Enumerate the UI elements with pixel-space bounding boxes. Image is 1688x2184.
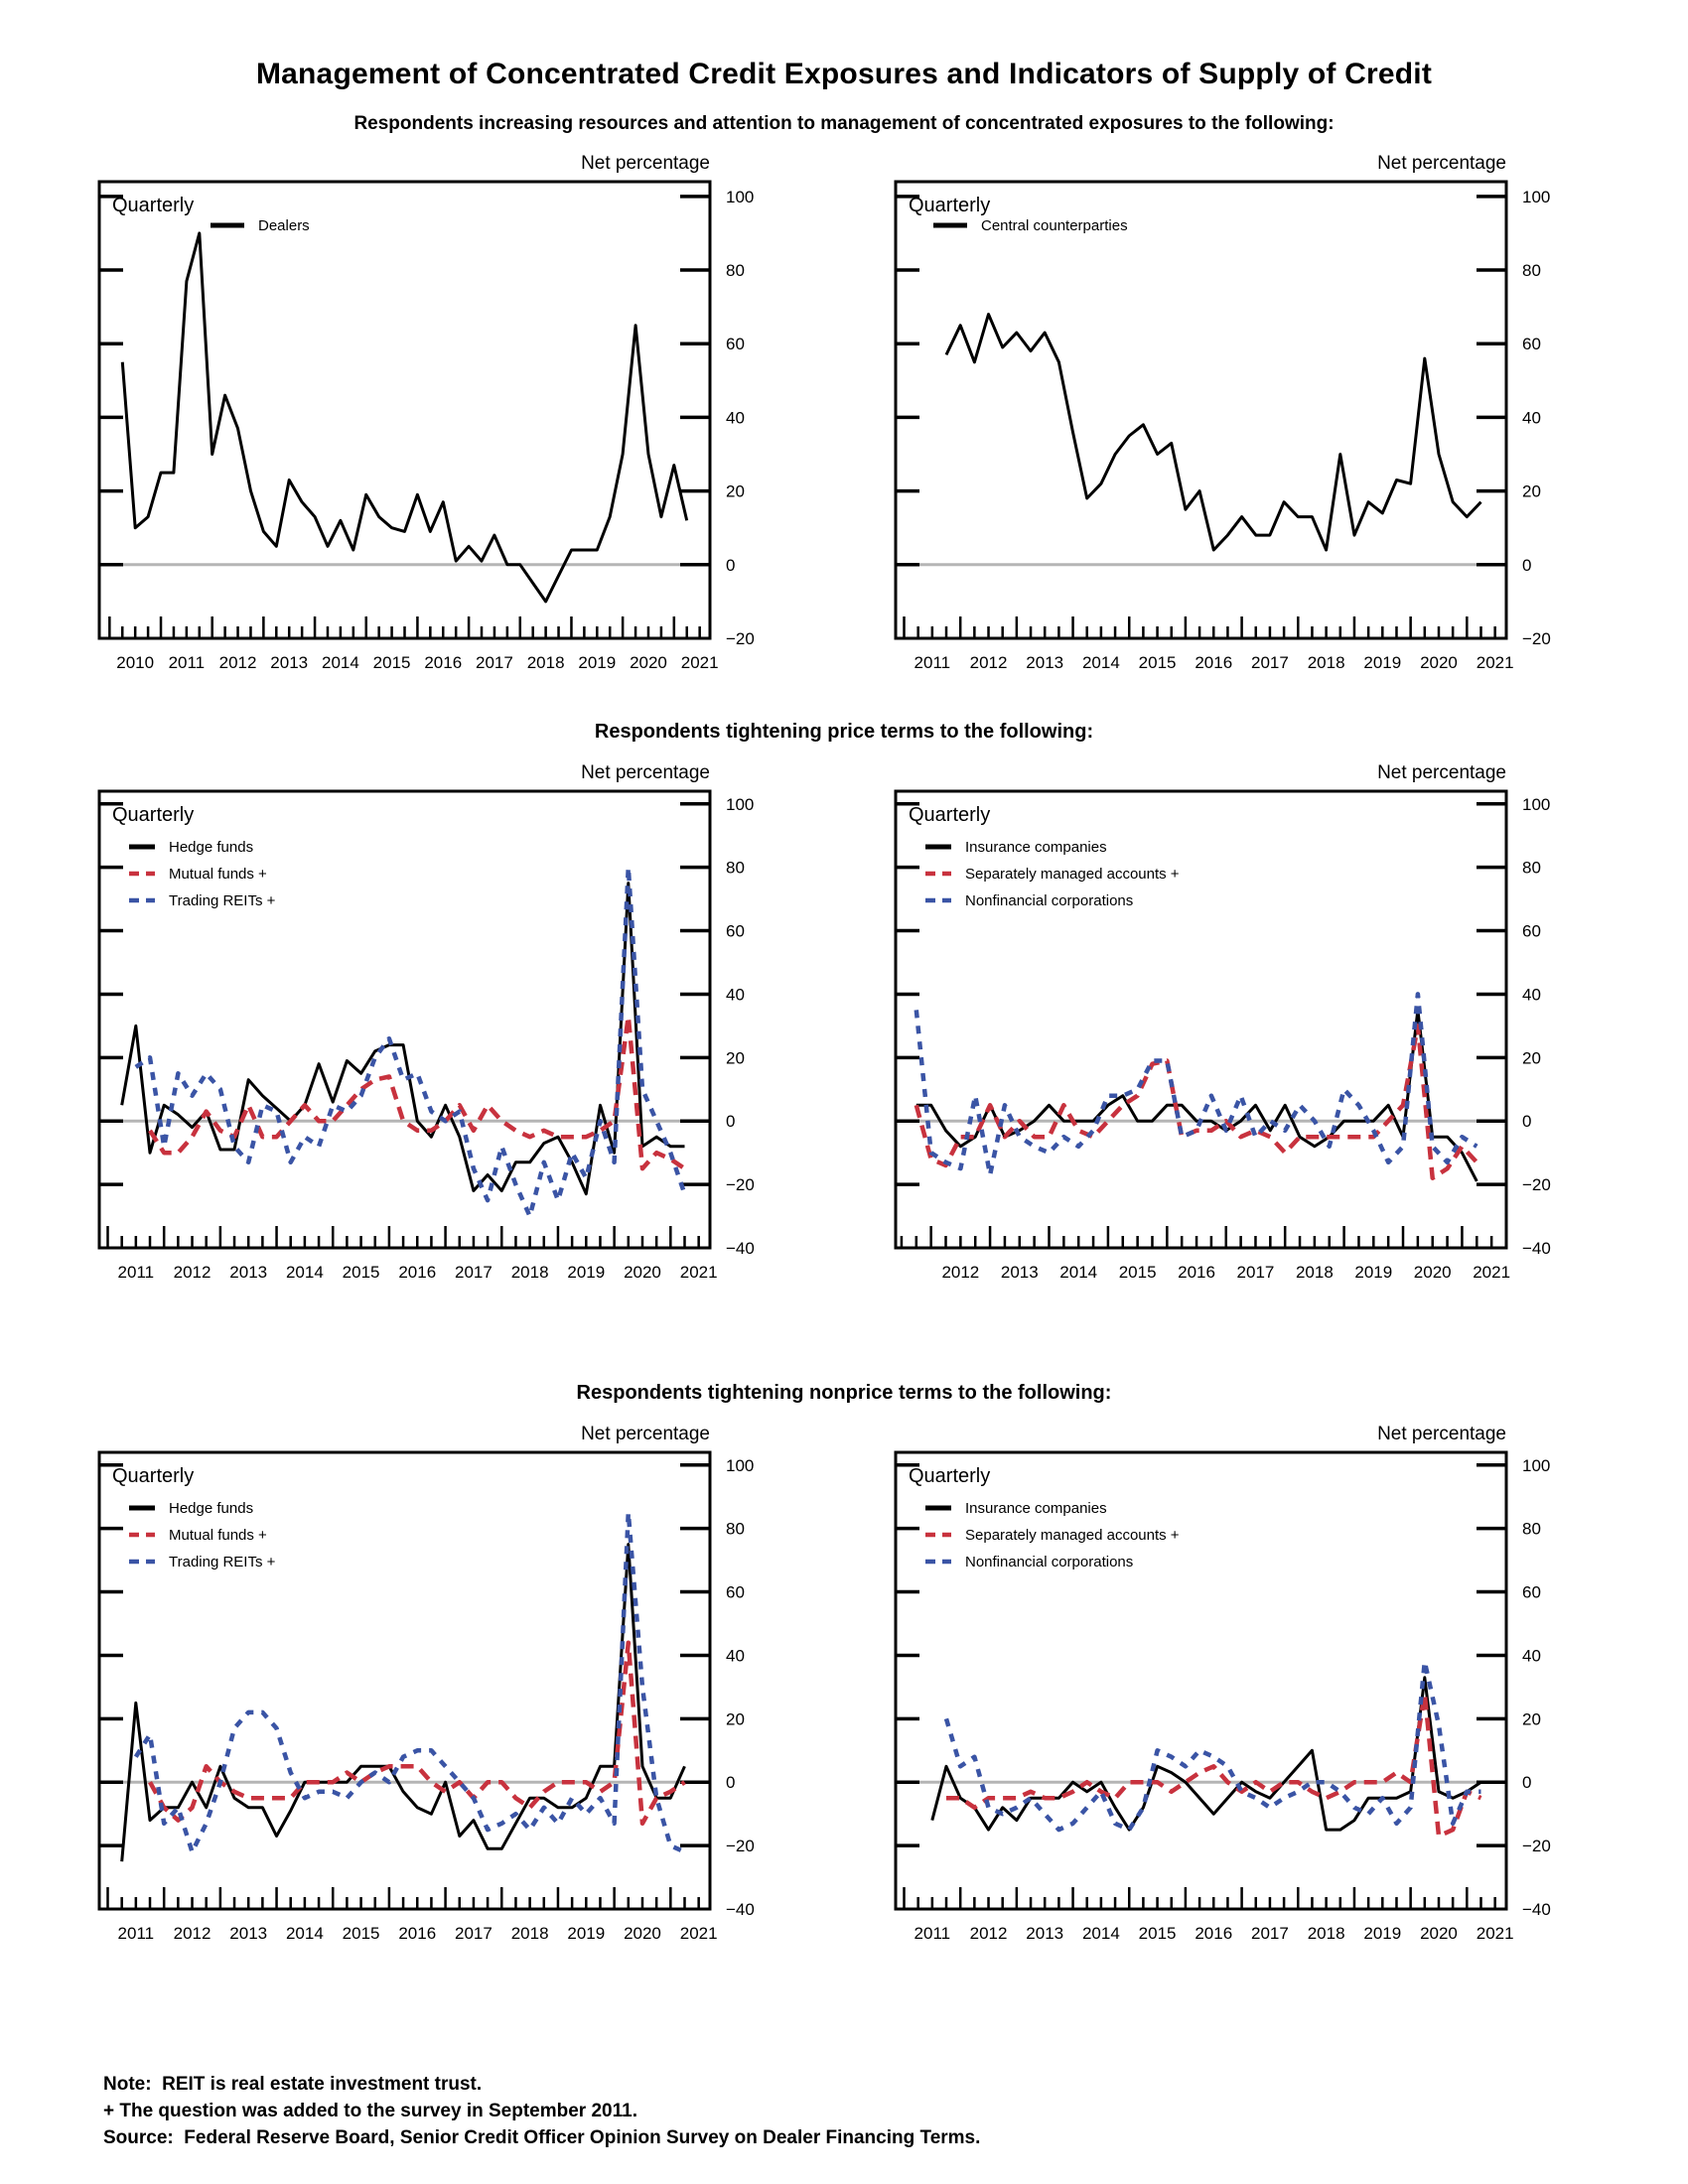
x-year-label: 2020 bbox=[624, 1263, 661, 1282]
x-year-label: 2012 bbox=[941, 1263, 980, 1282]
y-tick-label: −20 bbox=[726, 1175, 755, 1195]
y-tick-label: 40 bbox=[1522, 408, 1541, 428]
x-year-label: 2013 bbox=[1000, 1263, 1039, 1282]
chart-dealers-canvas bbox=[70, 137, 834, 693]
x-year-label: 2014 bbox=[321, 653, 359, 672]
axis-title: Net percentage bbox=[1377, 762, 1506, 783]
legend-item-mutual-funds bbox=[129, 866, 267, 883]
y-tick-label: −20 bbox=[1522, 629, 1551, 648]
frequency-label: Quarterly bbox=[909, 1465, 991, 1487]
y-tick-label: 0 bbox=[1522, 1112, 1532, 1132]
legend-item-hedge-funds bbox=[129, 1500, 253, 1517]
plot-frame bbox=[99, 791, 710, 1248]
chart-price-terms-institutions-canvas bbox=[866, 747, 1630, 1302]
axis-title: Net percentage bbox=[581, 1424, 710, 1444]
x-year-label: 2021 bbox=[1476, 653, 1514, 672]
x-year-label: 2012 bbox=[173, 1263, 211, 1282]
y-tick-label: −40 bbox=[726, 1239, 755, 1258]
y-tick-label: 20 bbox=[1522, 1709, 1541, 1729]
y-tick-label: 20 bbox=[1522, 481, 1541, 501]
legend-item-separately-managed-accounts bbox=[925, 1527, 1180, 1544]
chart-central-counterparties-canvas bbox=[866, 137, 1630, 693]
legend-item-nonfinancial-corporations bbox=[925, 892, 1133, 909]
x-year-label: 2016 bbox=[1195, 653, 1233, 672]
axis-title: Net percentage bbox=[581, 762, 710, 783]
x-year-label: 2016 bbox=[398, 1263, 437, 1282]
legend-label-trading-reits: Trading REITs + bbox=[169, 1554, 276, 1570]
y-tick-label: 20 bbox=[1522, 1048, 1541, 1068]
y-tick-label: 0 bbox=[726, 1112, 736, 1132]
axis-title: Net percentage bbox=[1377, 153, 1506, 174]
legend-label-trading-reits: Trading REITs + bbox=[169, 892, 276, 909]
x-year-label: 2019 bbox=[567, 1263, 606, 1282]
y-tick-label: 40 bbox=[726, 985, 745, 1005]
x-year-label: 2011 bbox=[914, 653, 951, 672]
frequency-label: Quarterly bbox=[112, 804, 195, 826]
y-tick-label: 40 bbox=[726, 1646, 745, 1666]
y-tick-label: 0 bbox=[726, 555, 736, 575]
x-year-label: 2013 bbox=[229, 1924, 268, 1943]
axis-ticks bbox=[896, 197, 1506, 638]
y-tick-label: −20 bbox=[1522, 1175, 1551, 1195]
x-year-label: 2014 bbox=[1081, 1924, 1120, 1943]
chart-nonprice-terms-institutions-canvas bbox=[866, 1408, 1630, 1964]
x-year-label: 2012 bbox=[969, 1924, 1008, 1943]
y-tick-label: 100 bbox=[1522, 187, 1551, 206]
chart-nonprice-terms-institutions bbox=[866, 1408, 1630, 1964]
y-tick-label: 0 bbox=[1522, 1773, 1532, 1793]
section-heading-nonprice-terms: Respondents tightening nonprice terms to the following: bbox=[576, 1382, 1112, 1404]
y-tick-label: 80 bbox=[1522, 1519, 1541, 1539]
legend-label-nonfinancial-corporations: Nonfinancial corporations bbox=[965, 1554, 1134, 1570]
y-tick-label: 20 bbox=[726, 481, 745, 501]
legend-item-mutual-funds bbox=[129, 1527, 267, 1544]
x-year-label: 2020 bbox=[1420, 1924, 1458, 1943]
y-tick-label: 20 bbox=[726, 1048, 745, 1068]
series-line-hedge-funds bbox=[122, 884, 685, 1194]
legend-label-dealers: Dealers bbox=[258, 217, 310, 234]
x-year-label: 2021 bbox=[1473, 1263, 1511, 1282]
plot-frame bbox=[896, 1452, 1506, 1909]
chart-price-terms-institutions bbox=[866, 747, 1630, 1302]
footnote-source: Source: Federal Reserve Board, Senior Credit Officer Opinion Survey on Dealer Financing Terms. bbox=[103, 2127, 981, 2148]
plot-frame bbox=[896, 791, 1506, 1248]
y-tick-label: 60 bbox=[726, 1582, 745, 1602]
y-tick-label: 40 bbox=[726, 408, 745, 428]
chart-dealers bbox=[70, 137, 834, 693]
legend-item-trading-reits bbox=[129, 892, 276, 909]
legend-label-mutual-funds: Mutual funds + bbox=[169, 1527, 267, 1544]
legend-label-insurance-companies: Insurance companies bbox=[965, 839, 1107, 856]
y-tick-label: 60 bbox=[1522, 921, 1541, 941]
x-year-label: 2013 bbox=[229, 1263, 268, 1282]
y-tick-label: −40 bbox=[1522, 1239, 1551, 1258]
x-year-label: 2013 bbox=[1026, 1924, 1064, 1943]
legend-item-insurance-companies bbox=[925, 839, 1107, 856]
x-year-label: 2016 bbox=[1195, 1924, 1233, 1943]
frequency-label: Quarterly bbox=[112, 195, 195, 216]
x-year-label: 2018 bbox=[526, 653, 565, 672]
y-tick-label: 60 bbox=[1522, 335, 1541, 354]
x-year-label: 2010 bbox=[116, 653, 155, 672]
legend-item-dealers bbox=[211, 217, 310, 234]
legend-label-mutual-funds: Mutual funds + bbox=[169, 866, 267, 883]
x-year-label: 2018 bbox=[1295, 1263, 1334, 1282]
legend-item-insurance-companies bbox=[925, 1500, 1107, 1517]
axis-title: Net percentage bbox=[581, 153, 710, 174]
chart-nonprice-terms-funds bbox=[70, 1408, 834, 1964]
x-year-label: 2021 bbox=[680, 653, 719, 672]
figure-title: Management of Concentrated Credit Exposures and Indicators of Supply of Credit bbox=[255, 58, 1433, 90]
series-line-dealers bbox=[122, 233, 686, 602]
y-tick-label: 60 bbox=[726, 921, 745, 941]
legend-label-hedge-funds: Hedge funds bbox=[169, 1500, 254, 1517]
x-year-label: 2018 bbox=[510, 1263, 549, 1282]
x-year-label: 2015 bbox=[1138, 653, 1177, 672]
x-year-label: 2017 bbox=[455, 1924, 492, 1943]
x-year-label: 2018 bbox=[510, 1924, 549, 1943]
chart-central-counterparties bbox=[866, 137, 1630, 693]
y-tick-label: 80 bbox=[1522, 261, 1541, 281]
x-year-label: 2013 bbox=[270, 653, 309, 672]
y-tick-label: −40 bbox=[726, 1900, 755, 1919]
x-year-label: 2017 bbox=[476, 653, 513, 672]
legend-item-trading-reits bbox=[129, 1554, 276, 1570]
x-year-label: 2017 bbox=[1251, 1924, 1289, 1943]
y-tick-label: 0 bbox=[726, 1773, 736, 1793]
legend-item-separately-managed-accounts bbox=[925, 866, 1180, 883]
x-year-label: 2017 bbox=[455, 1263, 492, 1282]
series-line-trading-reits bbox=[136, 868, 685, 1216]
footnote-reit: Note: REIT is real estate investment trust. bbox=[103, 2074, 483, 2095]
chart-price-terms-funds bbox=[70, 747, 834, 1302]
x-year-label: 2020 bbox=[630, 653, 667, 672]
x-year-label: 2011 bbox=[168, 653, 206, 672]
x-year-label: 2020 bbox=[1413, 1263, 1452, 1282]
legend-label-separately-managed-accounts: Separately managed accounts + bbox=[965, 1527, 1180, 1544]
x-year-label: 2017 bbox=[1251, 653, 1289, 672]
legend-label-nonfinancial-corporations: Nonfinancial corporations bbox=[965, 892, 1134, 909]
y-tick-label: 100 bbox=[726, 187, 755, 206]
x-year-label: 2019 bbox=[1354, 1263, 1393, 1282]
y-tick-label: 40 bbox=[1522, 985, 1541, 1005]
x-year-label: 2014 bbox=[1059, 1263, 1098, 1282]
x-year-label: 2015 bbox=[342, 1924, 380, 1943]
footnotes bbox=[103, 2071, 980, 2151]
y-tick-label: 60 bbox=[726, 335, 745, 354]
frequency-label: Quarterly bbox=[909, 804, 991, 826]
series-line-hedge-funds bbox=[122, 1545, 685, 1862]
x-year-label: 2019 bbox=[1363, 1924, 1402, 1943]
x-year-label: 2015 bbox=[342, 1263, 380, 1282]
section-heading-price-terms: Respondents tightening price terms to the following: bbox=[594, 721, 1094, 743]
y-tick-label: −20 bbox=[1522, 1837, 1551, 1856]
x-year-label: 2020 bbox=[1420, 653, 1458, 672]
y-tick-label: 80 bbox=[1522, 858, 1541, 878]
x-year-label: 2021 bbox=[679, 1924, 718, 1943]
y-tick-label: −20 bbox=[726, 629, 755, 648]
series-line-mutual-funds bbox=[150, 1017, 685, 1168]
series-line-central-counterparties bbox=[946, 315, 1481, 551]
y-tick-label: 100 bbox=[1522, 1455, 1551, 1475]
axis-title: Net percentage bbox=[1377, 1424, 1506, 1444]
legend-item-hedge-funds bbox=[129, 839, 253, 856]
x-year-label: 2018 bbox=[1307, 653, 1345, 672]
legend-label-insurance-companies: Insurance companies bbox=[965, 1500, 1107, 1517]
x-year-label: 2012 bbox=[218, 653, 257, 672]
section-heading-resources: Respondents increasing resources and attention to management of concentrated exposures to the following: bbox=[353, 113, 1335, 134]
y-tick-label: 0 bbox=[1522, 555, 1532, 575]
x-year-label: 2015 bbox=[1118, 1263, 1157, 1282]
x-year-label: 2019 bbox=[578, 653, 617, 672]
y-tick-label: −40 bbox=[1522, 1900, 1551, 1919]
x-year-label: 2016 bbox=[424, 653, 463, 672]
y-tick-label: 20 bbox=[726, 1709, 745, 1729]
x-year-label: 2012 bbox=[173, 1924, 211, 1943]
plot-frame bbox=[99, 182, 710, 638]
x-year-label: 2021 bbox=[1476, 1924, 1514, 1943]
legend-label-hedge-funds: Hedge funds bbox=[169, 839, 254, 856]
y-tick-label: 60 bbox=[1522, 1582, 1541, 1602]
y-tick-label: 100 bbox=[726, 794, 755, 814]
x-year-label: 2013 bbox=[1026, 653, 1064, 672]
y-tick-label: 80 bbox=[726, 858, 745, 878]
y-tick-label: −20 bbox=[726, 1837, 755, 1856]
x-year-label: 2016 bbox=[1178, 1263, 1215, 1282]
x-year-label: 2014 bbox=[1081, 653, 1120, 672]
legend-item-central-counterparties bbox=[933, 217, 1128, 234]
plot-frame bbox=[896, 182, 1506, 638]
footnote-survey-added: + The question was added to the survey in September 2011. bbox=[103, 2101, 637, 2121]
chart-price-terms-funds-canvas bbox=[70, 747, 834, 1302]
frequency-label: Quarterly bbox=[909, 195, 991, 216]
frequency-label: Quarterly bbox=[112, 1465, 195, 1487]
x-year-label: 2019 bbox=[1363, 653, 1402, 672]
x-year-label: 2012 bbox=[969, 653, 1008, 672]
y-tick-label: 100 bbox=[726, 1455, 755, 1475]
series-line-nonfinancial-corporations bbox=[916, 994, 1477, 1174]
series-line-insurance-companies bbox=[916, 1010, 1477, 1181]
series-line-separately-managed-accounts bbox=[916, 1025, 1477, 1177]
x-year-label: 2011 bbox=[117, 1263, 155, 1282]
y-tick-label: 40 bbox=[1522, 1646, 1541, 1666]
x-year-label: 2015 bbox=[1138, 1924, 1177, 1943]
x-year-label: 2016 bbox=[398, 1924, 437, 1943]
x-year-label: 2011 bbox=[117, 1924, 155, 1943]
x-year-label: 2021 bbox=[679, 1263, 718, 1282]
y-tick-label: 100 bbox=[1522, 794, 1551, 814]
y-tick-label: 80 bbox=[726, 261, 745, 281]
x-year-label: 2011 bbox=[914, 1924, 951, 1943]
y-tick-label: 80 bbox=[726, 1519, 745, 1539]
series-line-mutual-funds bbox=[150, 1643, 685, 1824]
legend-label-central-counterparties: Central counterparties bbox=[981, 217, 1128, 234]
x-year-label: 2017 bbox=[1236, 1263, 1275, 1282]
x-year-label: 2020 bbox=[624, 1924, 661, 1943]
x-year-label: 2015 bbox=[372, 653, 411, 672]
legend-item-nonfinancial-corporations bbox=[925, 1554, 1133, 1570]
chart-nonprice-terms-funds-canvas bbox=[70, 1408, 834, 1964]
x-year-label: 2018 bbox=[1307, 1924, 1345, 1943]
x-year-label: 2014 bbox=[285, 1924, 324, 1943]
x-year-label: 2014 bbox=[285, 1263, 324, 1282]
x-year-label: 2019 bbox=[567, 1924, 606, 1943]
legend-label-separately-managed-accounts: Separately managed accounts + bbox=[965, 866, 1180, 883]
